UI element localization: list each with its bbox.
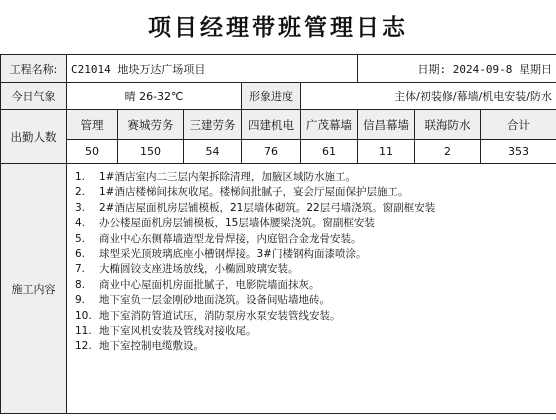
attendance-count: 2 [415, 140, 481, 164]
item-text: 地下室风机安装及管线对接收尾。 [99, 325, 257, 338]
list-item [75, 247, 552, 262]
item-text: 大椭圆铰支座进场放线，小椭圆玻璃安装。 [99, 263, 299, 276]
item-number: 1. [75, 171, 86, 183]
attendance-col-name: 赛城劳务 [118, 110, 184, 140]
item-number: 8. [75, 278, 86, 291]
item-text: 地下室消防管道试压，消防泵房水泵安装管线安装。 [99, 309, 341, 322]
item-text: 球型采光顶玻璃底座小槽钢焊接。3#门楼钢构面漆喷涂。 [99, 248, 367, 261]
item-text: 1#酒店楼梯间抹灰收尾。楼梯间批腻子，宴会厅屋面保护层施工。 [99, 186, 409, 199]
list-item [75, 262, 552, 277]
list-item [75, 339, 552, 354]
item-text: 地下室负一层金刚砂地面浇筑。设备间贴墙地砖。 [99, 294, 330, 307]
attendance-count: 11 [358, 140, 415, 164]
attendance-col-name: 四建机电 [242, 110, 301, 140]
list-item [75, 170, 552, 185]
project-row [1, 55, 556, 83]
item-text: 1#酒店室内二三层内架拆除清理，加腋区域防水施工。 [99, 171, 356, 183]
list-item [75, 293, 552, 308]
construction-label: 施工内容 [1, 164, 67, 414]
item-number: 7. [75, 263, 86, 276]
attendance-col-name: 合计 [481, 110, 556, 140]
construction-content [67, 164, 556, 414]
item-text: 2#酒店屋面机房层铺模板，21层墙体砌筑。22层弓墙浇筑。窗副框安装 [99, 201, 436, 214]
progress-value: 主体/初装修/幕墙/机电安装/防水 [301, 83, 556, 110]
list-item [75, 185, 552, 200]
project-label: 工程名称: [1, 55, 67, 83]
page-title: 项目经理带班管理日志 [148, 13, 408, 41]
item-text: 办公楼屋面机房层铺模板，15层墙体腰梁浇筑。窗副框安装 [99, 217, 375, 230]
attendance-col-name: 联海防水 [415, 110, 481, 140]
construction-list [75, 170, 552, 355]
item-number: 5. [75, 232, 86, 245]
item-number: 10. [75, 309, 92, 322]
attendance-col-name: 信昌幕墙 [358, 110, 415, 140]
item-number: 6. [75, 248, 86, 261]
item-number: 11. [75, 325, 92, 338]
attendance-col-name: 广茂幕墙 [301, 110, 358, 140]
attendance-label: 出勤人数 [1, 110, 67, 164]
weather-label: 今日气象 [1, 83, 67, 110]
list-item [75, 324, 552, 339]
item-text: 地下室控制电缆敷设。 [99, 340, 204, 353]
progress-label: 形象进度 [242, 83, 301, 110]
log-date [358, 55, 556, 83]
item-number: 12. [75, 340, 92, 353]
list-item [75, 216, 552, 231]
attendance-count: 353 [481, 140, 556, 164]
attendance-count: 54 [184, 140, 242, 164]
weather-value: 晴 26-32℃ [67, 83, 242, 110]
item-number: 9. [75, 294, 86, 307]
item-text: 商业中心东侧幕墙造型龙骨焊接，内庭铝合金龙骨安装。 [99, 232, 362, 245]
weather-row [1, 83, 556, 110]
attendance-count: 150 [118, 140, 184, 164]
date-value: 2024-09-8 星期日 [452, 62, 552, 76]
attendance-col-name: 管理 [67, 110, 118, 140]
construction-row [1, 164, 556, 414]
item-number: 2. [75, 186, 86, 199]
attendance-header-row [1, 110, 556, 140]
item-number: 3. [75, 201, 86, 214]
date-label: 日期: [417, 62, 447, 76]
attendance-col-name: 三建劳务 [184, 110, 242, 140]
list-item [75, 309, 552, 324]
item-text: 商业中心屋面机房面批腻子，电影院墙面抹灰。 [99, 278, 320, 291]
list-item [75, 278, 552, 293]
item-number: 4. [75, 217, 86, 230]
log-table [0, 54, 556, 414]
attendance-count: 61 [301, 140, 358, 164]
list-item [75, 232, 552, 247]
project-name: C21014 地块万达广场项目 [67, 55, 358, 83]
attendance-count: 76 [242, 140, 301, 164]
list-item [75, 201, 552, 216]
attendance-count: 50 [67, 140, 118, 164]
attendance-count-row [1, 140, 556, 164]
